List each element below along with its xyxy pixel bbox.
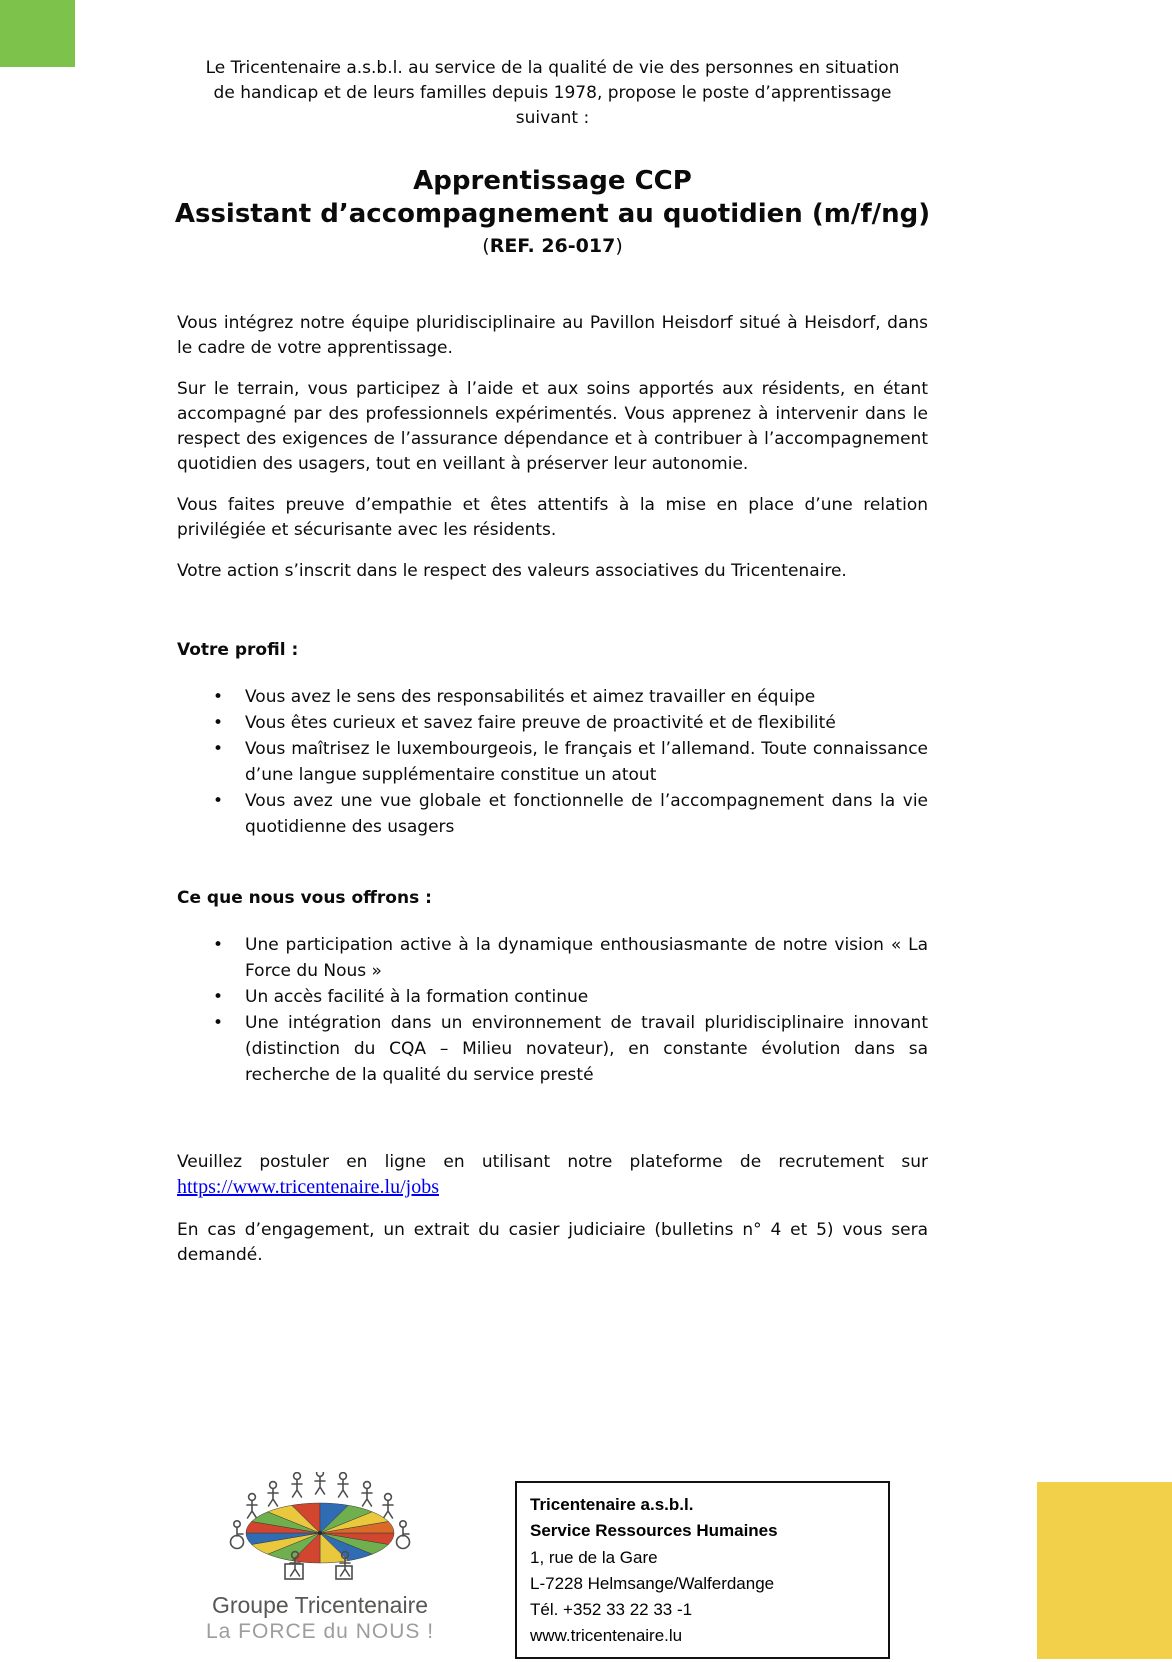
bullet-dot-icon (177, 736, 245, 788)
bullet-dot-icon (177, 788, 245, 840)
contact-service: Service Ressources Humaines (530, 1521, 778, 1541)
offer-bullet-text: Un accès facilité à la formation continue (245, 987, 589, 1007)
logo-slogan: La FORCE du NOUS ! (205, 1620, 435, 1643)
profile-bullet-item (177, 684, 928, 710)
paragraph-terrain: Sur le terrain, vous participez à l’aide et aux soins apportés aux résidents, en étant accompagné par des professionnels expérimentés. Vous apprenez à intervenir dans le respect des exigences de l’assurance dépendance et à contribuer à l’accompagnement quotidien des usagers, tout en veillant à préserver leur autonomie. (177, 379, 928, 474)
ref-paren-open: ( (482, 235, 490, 257)
contact-street: 1, rue de la Gare (530, 1547, 658, 1567)
profile-heading: Votre profil : (177, 640, 299, 660)
yellow-corner-square (1037, 1482, 1172, 1659)
contact-org-name: Tricentenaire a.s.b.l. (530, 1495, 694, 1514)
offer-heading: Ce que nous vous offrons : (177, 888, 432, 908)
bullet-dot-icon (177, 932, 245, 984)
profile-bullets (177, 684, 928, 840)
apply-paragraph (177, 1150, 928, 1201)
profile-bullet-text: Vous maîtrisez le luxembourgeois, le français et l’allemand. Toute connaissance d’une langue supplémentaire constitue un atout (245, 739, 928, 785)
contact-city: L-7228 Helmsange/Walferdange (530, 1573, 775, 1593)
contact-phone: Tél. +352 33 22 33 -1 (530, 1600, 693, 1620)
offer-bullet-item (177, 1010, 928, 1088)
offer-bullets (177, 932, 928, 1088)
document-body (174, 0, 931, 1285)
apply-text: Veuillez postuler en ligne en utilisant notre plateforme de recrutement sur (177, 1152, 928, 1172)
bullet-dot-icon (177, 710, 245, 736)
profile-bullet-text: Vous êtes curieux et savez faire preuve de proactivité et de flexibilité (245, 713, 836, 733)
paragraph-valeurs: Votre action s’inscrit dans le respect des valeurs associatives du Tricentenaire. (177, 561, 847, 581)
logo-group-name: Groupe Tricentenaire (211, 1592, 429, 1618)
profile-bullet-item (177, 736, 928, 788)
title-block (117, 165, 988, 259)
profile-bullet-text: Vous avez une vue globale et fonctionnelle de l’accompagnement dans la vie quotidienne des usagers (245, 791, 928, 837)
parachute-people-logo (225, 1472, 415, 1584)
job-title-line2: Assistant d’accompagnement au quotidien (m/f/ng) (174, 199, 931, 229)
offer-bullet-text: Une intégration dans un environnement de travail pluridisciplinaire innovant (distinction du CQA – Milieu novateur), en constante évolution dans sa recherche de la qualité du service presté (245, 1013, 928, 1085)
paragraph-team: Vous intégrez notre équipe pluridisciplinaire au Pavillon Heisdorf situé à Heisdorf, dans le cadre de votre apprentissage. (177, 313, 928, 358)
bullet-dot-icon (177, 684, 245, 710)
paragraph-empathie: Vous faites preuve d’empathie et êtes attentifs à la mise en place d’une relation privilégiée et sécurisante avec les résidents. (177, 495, 928, 540)
group-logo-block (168, 1472, 472, 1644)
job-reference (117, 233, 988, 259)
contact-info-box (515, 1481, 890, 1659)
intro-text: Le Tricentenaire a.s.b.l. au service de la qualité de vie des personnes en situation de handicap et de leurs familles depuis 1978, propose le poste d’apprentissage suivant : (205, 58, 900, 128)
job-title-line1: Apprentissage CCP (413, 166, 692, 196)
ref-paren-close: ) (615, 235, 623, 257)
apply-link[interactable]: https://www.tricentenaire.lu/jobs (177, 1176, 439, 1198)
profile-bullet-item (177, 788, 928, 840)
ref-number: REF. 26-017 (489, 235, 616, 257)
green-corner-square (0, 0, 75, 67)
offer-bullet-text: Une participation active à la dynamique enthousiasmante de notre vision « La Force du Nous » (245, 935, 928, 981)
contact-website: www.tricentenaire.lu (530, 1626, 683, 1646)
profile-bullet-item (177, 710, 928, 736)
bullet-dot-icon (177, 984, 245, 1010)
offer-bullet-item (177, 932, 928, 984)
profile-bullet-text: Vous avez le sens des responsabilités et aimez travailler en équipe (245, 687, 816, 707)
offer-bullet-item (177, 984, 928, 1010)
bullet-dot-icon (177, 1010, 245, 1088)
criminal-record-note: En cas d’engagement, un extrait du casier judiciaire (bulletins n° 4 et 5) vous sera demandé. (177, 1220, 928, 1265)
